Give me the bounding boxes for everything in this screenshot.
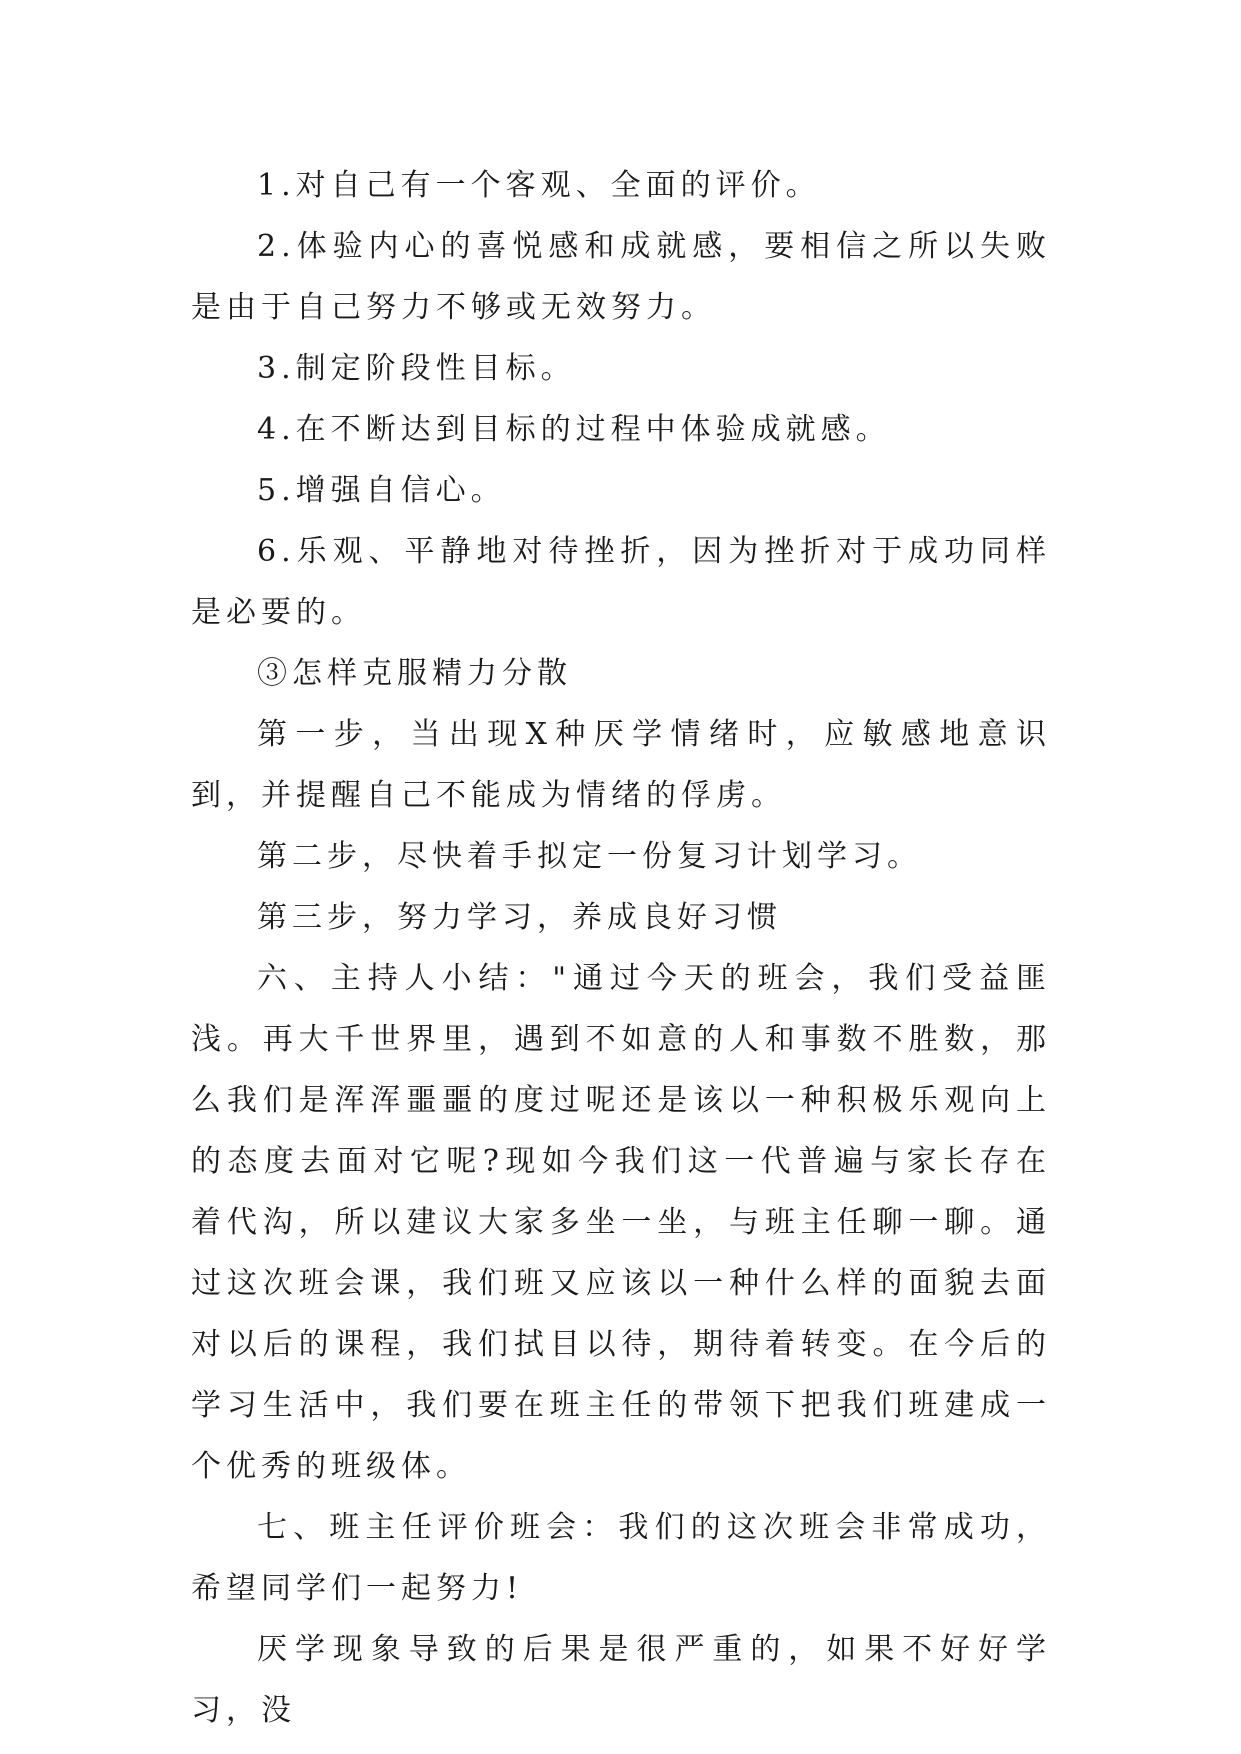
paragraph: 七、班主任评价班会：我们的这次班会非常成功，希望同学们一起努力! [191,1510,1051,1606]
paragraph: 6.乐观、平静地对待挫折，因为挫折对于成功同样是必要的。 [191,534,1051,630]
section-heading: ③怎样克服精力分散 [257,656,572,691]
paragraph: 3.制定阶段性目标。 [257,351,576,386]
paragraph: 六、主持人小结："通过今天的班会，我们受益匪浅。再大千世界里，遇到不如意的人和事数不胜数，那么我们是浑浑噩噩的度过呢还是该以一种积极乐观向上的态度去面对它呢?现如今我们这一代普遍与家长存在着代沟，所以建议大家多坐一坐，与班主任聊一聊。通过这次班会课，我们班又应该以一种什么样的面貌去面对以后的课程，我们拭目以待，期待着转变。在今后的学习生活中，我们要在班主任的带领下把我们班建成一个优秀的班级体。 [191,961,1051,1484]
paragraph: 2.体验内心的喜悦感和成就感，要相信之所以失败是由于自己努力不够或无效努力。 [191,229,1051,325]
paragraph: 第二步，尽快着手拟定一份复习计划学习。 [257,839,922,874]
paragraph: 4.在不断达到目标的过程中体验成就感。 [257,412,891,447]
paragraph: 厌学现象导致的后果是很严重的，如果不好好学习，没 [191,1632,1051,1728]
paragraph: 第三步，努力学习，养成良好习惯 [257,900,782,935]
paragraph: 5.增强自信心。 [257,473,506,508]
document-body [191,155,1051,1741]
paragraph: 1.对自己有一个客观、全面的评价。 [257,168,821,203]
paragraph: 第一步，当出现X种厌学情绪时，应敏感地意识到，并提醒自己不能成为情绪的俘虏。 [191,717,1051,813]
